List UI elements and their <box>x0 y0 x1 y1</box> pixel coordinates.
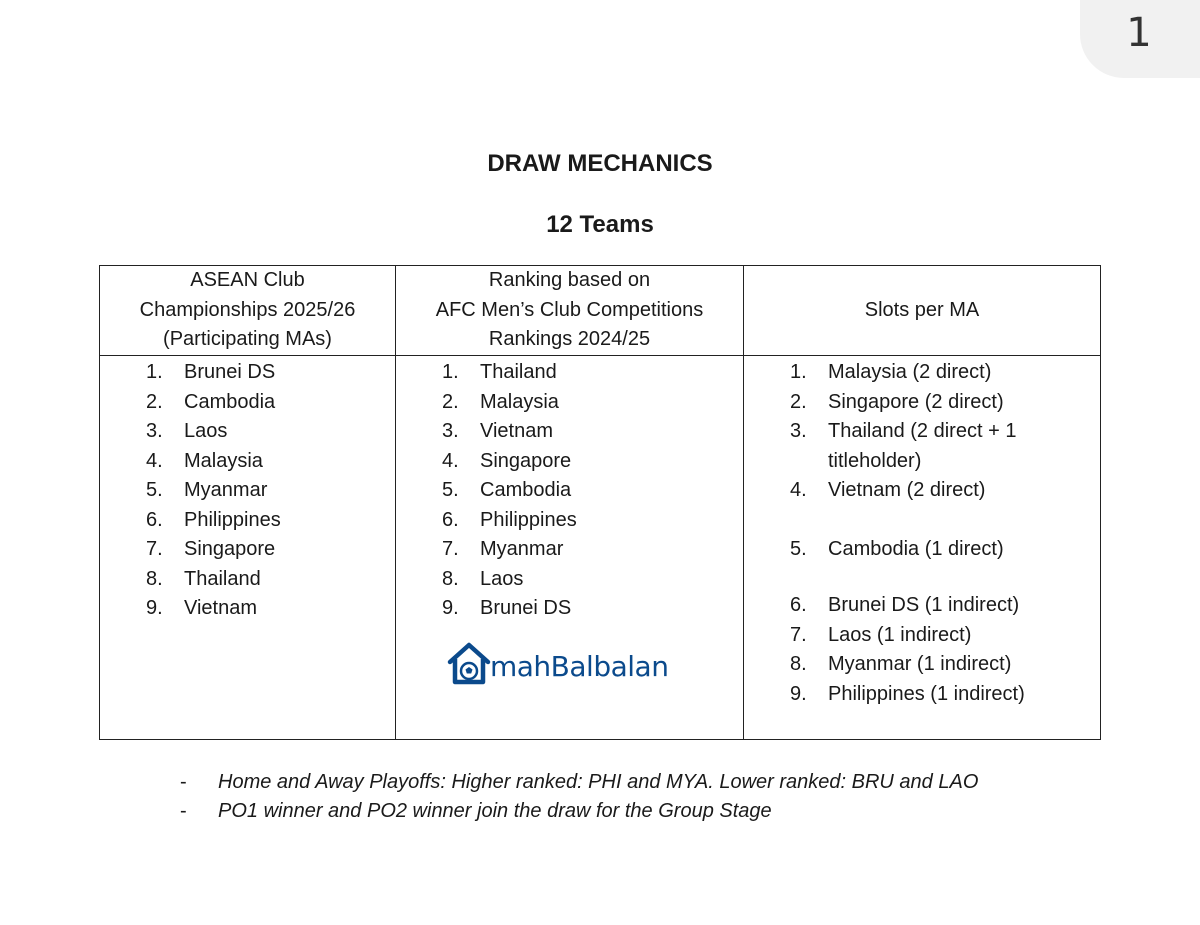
item-number: 4. <box>146 449 163 472</box>
item-number: 9. <box>442 597 459 619</box>
item-number: 3. <box>442 420 459 442</box>
item-number: 8. <box>146 567 163 590</box>
item-number: 2. <box>442 390 459 413</box>
item-number: 6. <box>442 508 459 531</box>
item-number: 7. <box>790 623 807 646</box>
item-number: 9. <box>146 597 163 619</box>
slots-cell <box>744 356 1101 740</box>
header-line: Rankings 2024/25 <box>488 328 651 351</box>
header-line: Slots per MA <box>864 298 980 321</box>
item-text: Malaysia <box>480 390 559 413</box>
item-number: 2. <box>146 390 163 413</box>
item-text: Malaysia <box>184 449 263 472</box>
item-text: Brunei DS (1 indirect) <box>828 594 1020 616</box>
item-number: 3. <box>790 420 807 442</box>
item-text: Vietnam <box>184 597 258 619</box>
item-text: Laos (1 indirect) <box>828 623 972 646</box>
item-text: Malaysia (2 direct) <box>828 361 992 383</box>
item-text: Myanmar (1 indirect) <box>828 653 1012 675</box>
item-text: Vietnam <box>480 420 554 442</box>
note-dash: - <box>180 771 187 793</box>
house-football-icon <box>446 640 492 686</box>
item-text: Cambodia (1 direct) <box>828 538 1004 560</box>
item-text: Thailand <box>480 361 557 383</box>
item-number: 1. <box>790 361 807 383</box>
item-number: 7. <box>146 538 163 560</box>
item-number: 5. <box>790 538 807 560</box>
header-slots-per-ma <box>744 266 1101 356</box>
item-number: 1. <box>146 361 163 383</box>
item-number: 8. <box>442 567 459 590</box>
item-text: Myanmar <box>480 538 564 560</box>
watermark-logo <box>446 638 668 688</box>
header-line: Championships 2025/26 <box>139 298 356 321</box>
note-dash: - <box>180 800 187 822</box>
item-number: 7. <box>442 538 459 560</box>
item-number: 4. <box>790 479 807 501</box>
item-text: Brunei DS <box>184 361 276 383</box>
header-line: (Participating MAs) <box>163 328 332 351</box>
item-number: 9. <box>790 682 807 705</box>
item-text: Philippines (1 indirect) <box>828 682 1025 705</box>
page-number: 1 <box>1126 10 1152 56</box>
note-item <box>180 797 1060 826</box>
header-participating-mas <box>100 266 396 356</box>
header-line: Ranking based on <box>488 269 651 292</box>
note-item <box>180 768 1060 797</box>
header-line: AFC Men’s Club Competitions <box>435 298 704 321</box>
item-text: Philippines <box>184 508 281 531</box>
item-text: Singapore <box>480 449 572 472</box>
item-text: Laos <box>480 567 524 590</box>
item-text: Cambodia <box>480 479 572 501</box>
item-text: Singapore <box>184 538 276 560</box>
participating-mas-cell <box>100 356 396 740</box>
item-text: Laos <box>184 420 228 442</box>
item-text: Singapore (2 direct) <box>828 390 1004 413</box>
item-number: 1. <box>442 361 459 383</box>
document-subtitle: 12 Teams <box>546 211 654 238</box>
header-line: ASEAN Club <box>190 269 305 292</box>
item-number: 6. <box>790 594 807 616</box>
item-text: Cambodia <box>184 390 276 413</box>
document-title: DRAW MECHANICS <box>487 150 713 177</box>
item-text: Myanmar <box>184 479 268 501</box>
note-text: Home and Away Playoffs: Higher ranked: PHI and MYA. Lower ranked: BRU and LAO <box>218 771 979 793</box>
item-number: 4. <box>442 449 459 472</box>
item-number: 5. <box>442 479 459 501</box>
item-number: 5. <box>146 479 163 501</box>
header-ranking <box>396 266 744 356</box>
item-text: Thailand <box>184 567 261 590</box>
item-number: 8. <box>790 653 807 675</box>
item-number: 6. <box>146 508 163 531</box>
item-text: Brunei DS <box>480 597 572 619</box>
item-number: 3. <box>146 420 163 442</box>
item-text: Vietnam (2 direct) <box>828 479 986 501</box>
notes-list <box>180 768 1060 826</box>
note-text: PO1 winner and PO2 winner join the draw for the Group Stage <box>218 800 772 822</box>
table-header-row <box>100 266 1101 356</box>
item-number: 2. <box>790 390 807 413</box>
item-text: Philippines <box>480 508 577 531</box>
item-text: Thailand (2 direct + 1 titleholder) <box>828 420 1017 472</box>
watermark-text: mahBalbalan <box>490 649 669 683</box>
